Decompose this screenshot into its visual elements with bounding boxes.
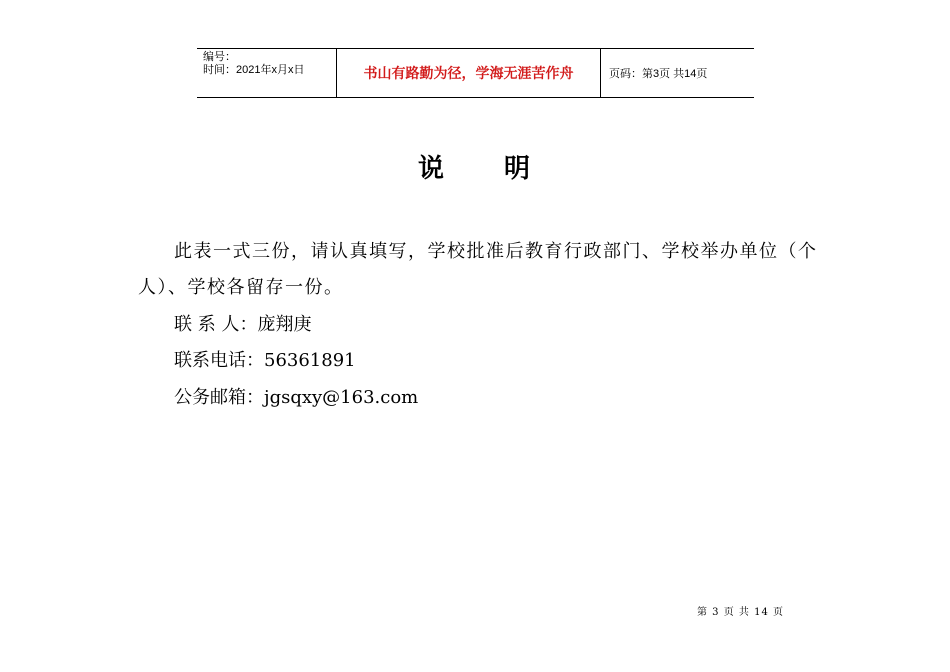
contact-phone: 联系电话：56361891 (174, 350, 356, 371)
page-title (0, 148, 950, 185)
page-header-table (197, 48, 754, 98)
header-motto-cell (337, 49, 601, 97)
time-label: 时间：2021年x月x日 (203, 64, 305, 76)
instruction-paragraph (138, 234, 818, 306)
title-char-1: 说 (417, 154, 446, 184)
contact-person: 联 系 人：庞翔庚 (174, 314, 312, 335)
header-meta-cell (197, 49, 337, 97)
title-char-2: 明 (504, 154, 533, 184)
header-page-cell (601, 49, 754, 97)
contact-email: 公务邮箱：jgsqxy@163.com (174, 387, 419, 408)
header-motto: 书山有路勤为径，学海无涯苦作舟 (363, 66, 574, 82)
page-footer: 第 3 页 共 14 页 (697, 607, 784, 618)
instruction-text: 此表一式三份，请认真填写，学校批准后教育行政部门、学校举办单位（个人）、学校各留存一份。 (138, 241, 818, 298)
header-page-info: 页码：第3页 共14页 (609, 68, 708, 80)
number-label: 编号： (203, 51, 236, 63)
